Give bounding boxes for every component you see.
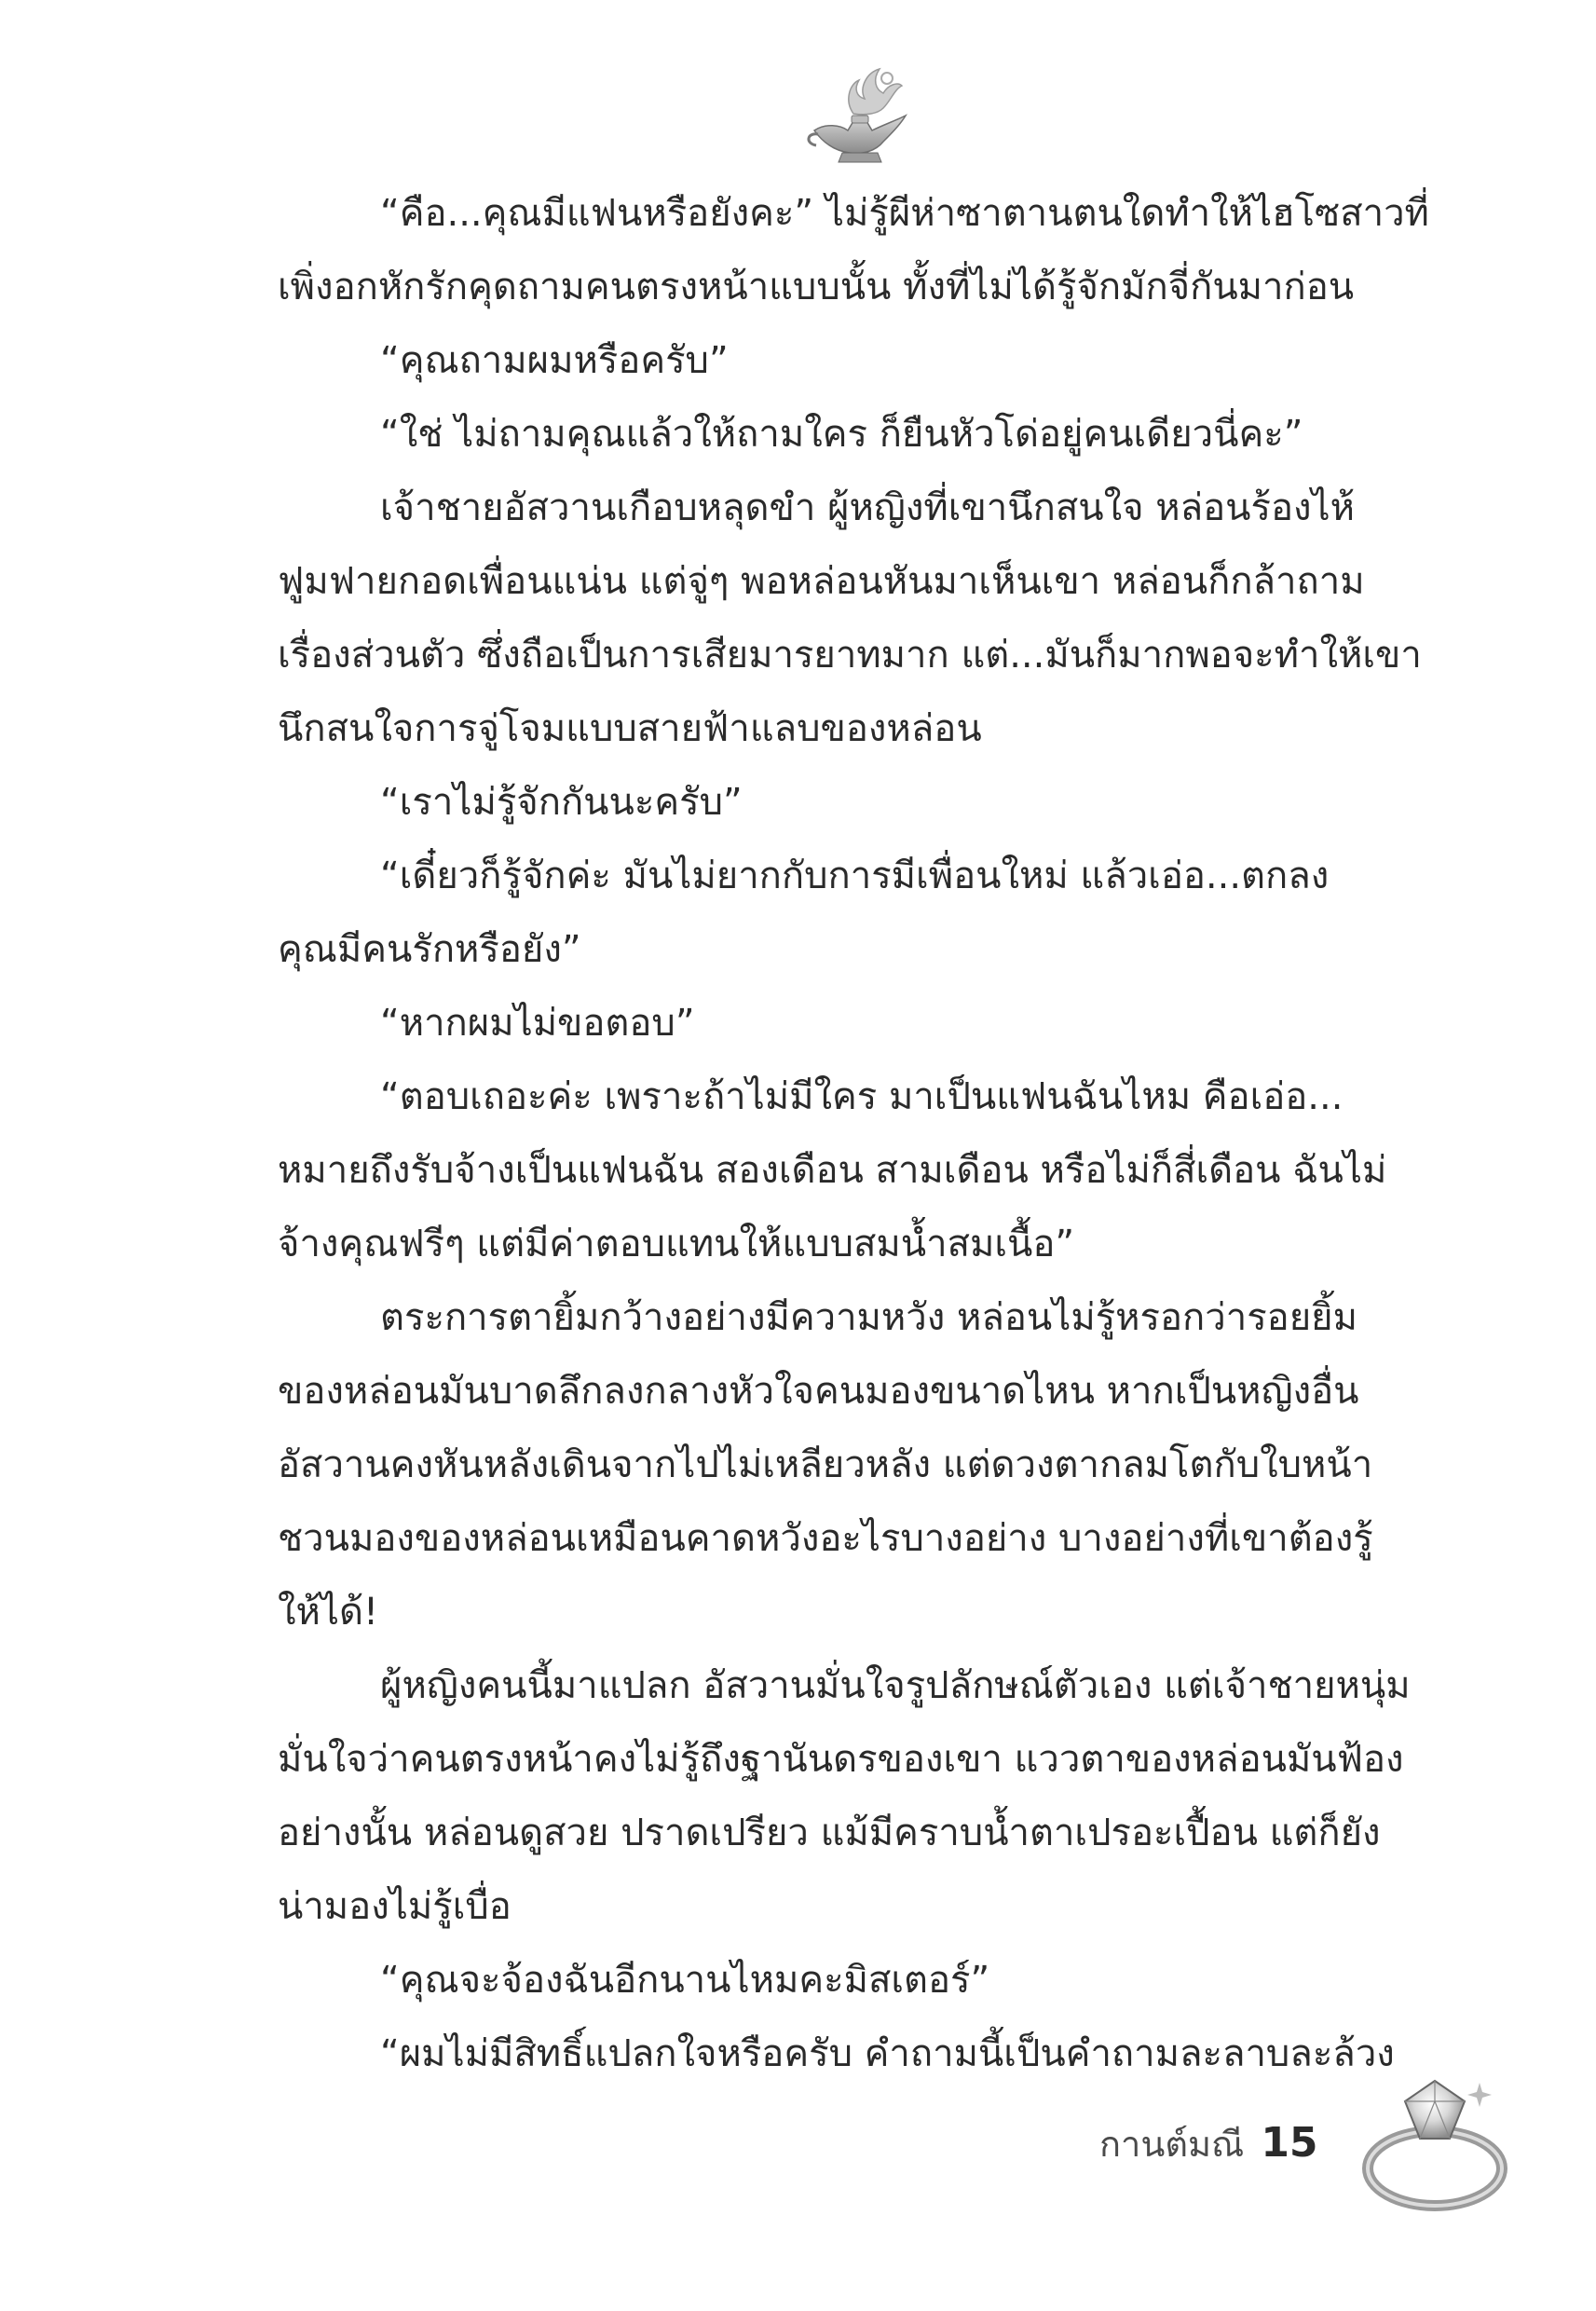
text-line: ตระการตายิ้มกว้างอย่างมีความหวัง หล่อนไม่รู้หรอกว่ารอยยิ้ม bbox=[380, 1296, 1357, 1339]
text-line: “คุณจะจ้องฉันอีกนานไหมคะมิสเตอร์” bbox=[380, 1959, 990, 2002]
text-line: ของหล่อนมันบาดลึกลงกลางหัวใจคนมองขนาดไหน หากเป็นหญิงอื่น bbox=[278, 1370, 1359, 1413]
text-line: ให้ได้! bbox=[278, 1591, 379, 1634]
text-line: มั่นใจว่าคนตรงหน้าคงไม่รู้ถึงฐานันดรของเขา แววตาของหล่อนมันฟ้อง bbox=[278, 1738, 1404, 1781]
text-line: หมายถึงรับจ้างเป็นแฟนฉัน สองเดือน สามเดือน หรือไม่ก็สี่เดือน ฉันไม่ bbox=[278, 1149, 1387, 1192]
page-number: 15 bbox=[1261, 2119, 1318, 2167]
text-line: เจ้าชายอัสวานเกือบหลุดขำ ผู้หญิงที่เขานึกสนใจ หล่อนร้องไห้ bbox=[380, 486, 1356, 529]
book-title: กานต์มณี bbox=[1099, 2124, 1245, 2165]
body-text bbox=[278, 177, 1433, 2091]
text-line: ฟูมฟายกอดเพื่อนแน่น แต่จู่ๆ พอหล่อนหันมาเห็นเขา หล่อนก็กล้าถาม bbox=[278, 560, 1365, 603]
text-line: คุณมีคนรักหรือยัง” bbox=[278, 928, 581, 971]
text-line: “เดี๋ยวก็รู้จักค่ะ มันไม่ยากกับการมีเพื่อนใหม่ แล้วเอ่อ...ตกลง bbox=[380, 855, 1330, 897]
text-line: “ผมไม่มีสิทธิ์แปลกใจหรือครับ คำถามนี้เป็นคำถามละลาบละล้วง bbox=[380, 2032, 1395, 2075]
text-line: “คุณถามผมหรือครับ” bbox=[380, 339, 729, 382]
text-line: “คือ...คุณมีแฟนหรือยังคะ” ไม่รู้ผีห่าซาตานตนใดทำให้ไฮโซสาวที่ bbox=[380, 192, 1429, 235]
text-line: “ตอบเถอะค่ะ เพราะถ้าไม่มีใคร มาเป็นแฟนฉันไหม คือเอ่อ... bbox=[380, 1075, 1344, 1118]
text-line: อัสวานคงหันหลังเดินจากไปไม่เหลียวหลัง แต่ดวงตากลมโตกับใบหน้า bbox=[278, 1443, 1373, 1486]
text-line: เพิ่งอกหักรักคุดถามคนตรงหน้าแบบนั้น ทั้งที่ไม่ได้รู้จักมักจี่กันมาก่อน bbox=[278, 266, 1355, 308]
text-line: จ้างคุณฟรีๆ แต่มีค่าตอบแทนให้แบบสมน้ำสมเนื้อ” bbox=[278, 1223, 1075, 1265]
text-line: “เราไม่รู้จักกันนะครับ” bbox=[380, 781, 743, 824]
text-line: นึกสนใจการจู่โจมแบบสายฟ้าแลบของหล่อน bbox=[278, 707, 982, 750]
text-line: อย่างนั้น หล่อนดูสวย ปราดเปรียว แม้มีคราบน้ำตาเปรอะเปื้อน แต่ก็ยัง bbox=[278, 1812, 1381, 1854]
text-line: ผู้หญิงคนนี้มาแปลก อัสวานมั่นใจรูปลักษณ์ตัวเอง แต่เจ้าชายหนุ่ม bbox=[380, 1664, 1411, 1707]
text-line: “ใช่ ไม่ถามคุณแล้วให้ถามใคร ก็ยืนหัวโด่อยู่คนเดียวนี่คะ” bbox=[380, 413, 1303, 456]
text-line: “หากผมไม่ขอตอบ” bbox=[380, 1002, 695, 1045]
page-footer bbox=[1099, 2111, 1318, 2176]
text-line: น่ามองไม่รู้เบื่อ bbox=[278, 1885, 512, 1928]
text-line: เรื่องส่วนตัว ซึ่งถือเป็นการเสียมารยาทมาก แต่...มันก็มากพอจะทำให้เขา bbox=[278, 634, 1422, 677]
text-line: ชวนมองของหล่อนเหมือนคาดหวังอะไรบางอย่าง บางอย่างที่เขาต้องรู้ bbox=[278, 1517, 1373, 1560]
magic-lamp-icon bbox=[798, 56, 919, 177]
diamond-ring-icon bbox=[1349, 2064, 1517, 2222]
